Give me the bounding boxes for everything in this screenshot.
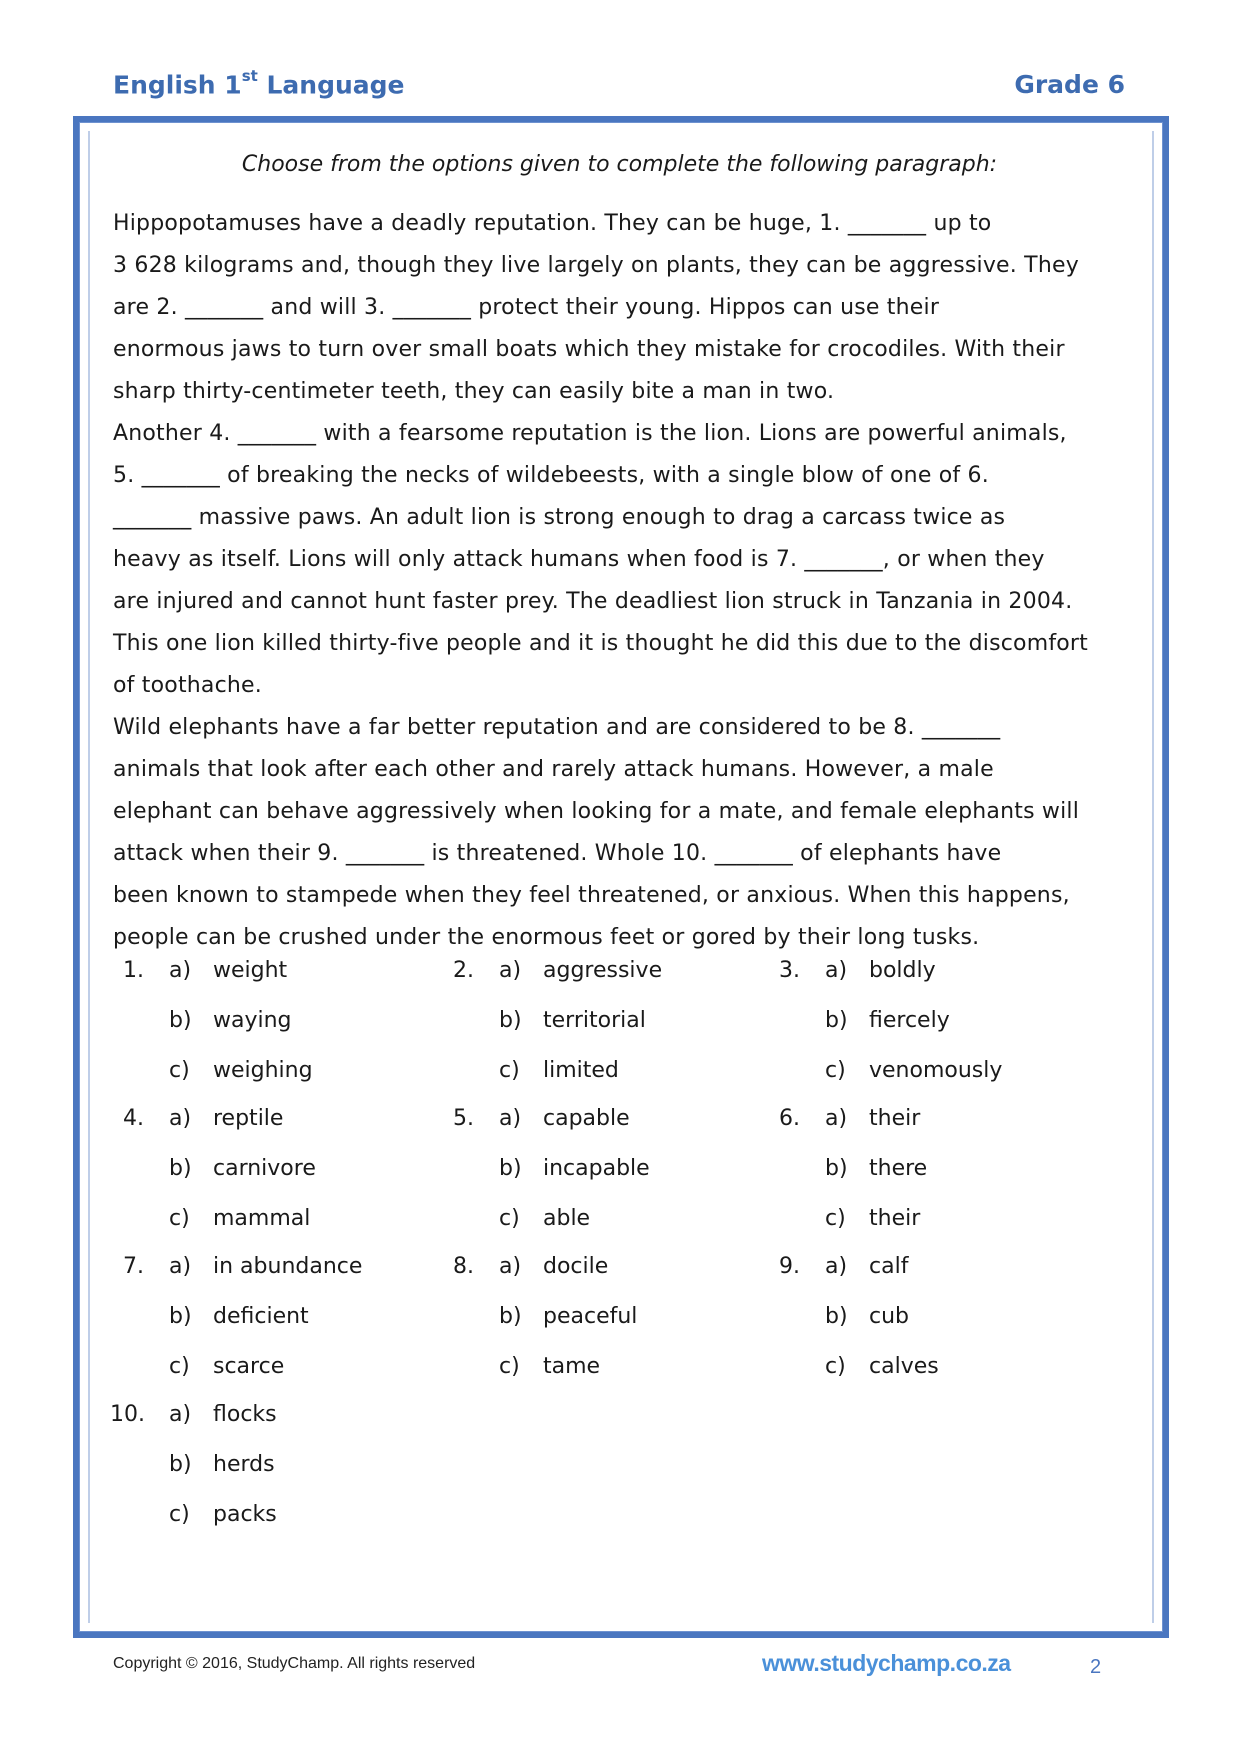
option-text[interactable]: able [543, 1206, 591, 1231]
option-letter: c) [169, 1058, 190, 1083]
option-letter: c) [825, 1058, 846, 1083]
option-letter: c) [499, 1354, 520, 1379]
option-text[interactable]: aggressive [543, 958, 663, 983]
passage-line: are 2. _______ and will 3. _______ protect their young. Hippos can use their [113, 295, 940, 320]
option-letter: a) [169, 958, 192, 983]
passage-line: 5. _______ of breaking the necks of wildebeests, with a single blow of one of 6. [113, 463, 989, 488]
passage-line: attack when their 9. _______ is threatened. Whole 10. _______ of elephants have [113, 841, 1002, 866]
option-text[interactable]: cub [869, 1304, 910, 1329]
passage-line: 3 628 kilograms and, though they live largely on plants, they can be aggressive. They [113, 253, 1079, 278]
passage-line: Wild elephants have a far better reputation and are considered to be 8. _______ [113, 715, 1001, 740]
option-letter: b) [499, 1008, 522, 1033]
option-letter: c) [169, 1502, 190, 1527]
passage-line: Hippopotamuses have a deadly reputation. They can be huge, 1. _______ up to [113, 211, 992, 236]
option-text[interactable]: in abundance [213, 1254, 363, 1279]
option-text[interactable]: venomously [869, 1058, 1003, 1083]
passage-line: elephant can behave aggressively when looking for a mate, and female elephants will [113, 799, 1080, 824]
option-text[interactable]: flocks [213, 1402, 277, 1427]
option-text[interactable]: mammal [213, 1206, 311, 1231]
website-link[interactable]: www.studychamp.co.za [762, 1650, 1011, 1676]
passage-line: enormous jaws to turn over small boats which they mistake for crocodiles. With their [113, 337, 1065, 362]
option-text[interactable]: carnivore [213, 1156, 316, 1181]
page-header [113, 67, 1125, 110]
subject-title-main: English 1 [113, 70, 242, 100]
option-letter: c) [499, 1206, 520, 1231]
passage-line: of toothache. [113, 673, 262, 698]
option-text[interactable]: there [869, 1156, 928, 1181]
option-letter: b) [825, 1008, 848, 1033]
passage-line: Another 4. _______ with a fearsome reputation is the lion. Lions are powerful animals, [113, 421, 1067, 446]
option-letter: a) [825, 1254, 848, 1279]
option-letter: c) [169, 1354, 190, 1379]
passage-line: _______ massive paws. An adult lion is strong enough to drag a carcass twice as [113, 505, 1006, 530]
subject-title-suffix: Language [257, 70, 405, 100]
option-text[interactable]: herds [213, 1452, 275, 1477]
option-text[interactable]: tame [543, 1354, 601, 1379]
option-letter: b) [499, 1304, 522, 1329]
option-text[interactable]: weight [213, 958, 288, 983]
option-text[interactable]: deficient [213, 1304, 309, 1329]
question-number: 7. [123, 1254, 144, 1279]
option-letter: b) [499, 1156, 522, 1181]
option-letter: c) [825, 1206, 846, 1231]
passage-line: sharp thirty-centimeter teeth, they can easily bite a man in two. [113, 379, 835, 404]
reading-passage [113, 203, 1133, 959]
subject-title-sup: st [241, 67, 258, 85]
option-text[interactable]: waying [213, 1008, 292, 1033]
option-text[interactable]: calf [869, 1254, 909, 1279]
option-letter: a) [499, 1254, 522, 1279]
option-text[interactable]: peaceful [543, 1304, 638, 1329]
option-text[interactable]: limited [543, 1058, 619, 1083]
option-text[interactable]: incapable [543, 1156, 650, 1181]
passage-line: This one lion killed thirty-five people and it is thought he did this due to the discomfort [113, 631, 1089, 656]
question-number: 3. [779, 958, 800, 983]
option-letter: b) [825, 1156, 848, 1181]
option-letter: b) [169, 1008, 192, 1033]
question-number: 10. [110, 1402, 145, 1427]
passage-line: animals that look after each other and rarely attack humans. However, a male [113, 757, 994, 782]
option-letter: b) [169, 1156, 192, 1181]
question-number: 9. [779, 1254, 800, 1279]
option-letter: a) [169, 1106, 192, 1131]
option-text[interactable]: their [869, 1106, 921, 1131]
copyright-text: Copyright © 2016, StudyChamp. All rights reserved [113, 1655, 476, 1672]
question-number: 5. [453, 1106, 474, 1131]
passage-line: are injured and cannot hunt faster prey. The deadliest lion struck in Tanzania in 2004. [113, 589, 1073, 614]
question-number: 1. [123, 958, 144, 983]
question-number: 2. [453, 958, 474, 983]
option-letter: a) [499, 958, 522, 983]
option-text[interactable]: fiercely [869, 1008, 950, 1033]
option-letter: a) [825, 1106, 848, 1131]
option-text[interactable]: packs [213, 1502, 277, 1527]
passage-line: people can be crushed under the enormous feet or gored by their long tusks. [113, 925, 980, 950]
option-letter: c) [825, 1354, 846, 1379]
passage-line: heavy as itself. Lions will only attack humans when food is 7. _______, or when they [113, 547, 1045, 572]
instruction-text: Choose from the options given to complete the following paragraph: [241, 152, 998, 177]
option-letter: b) [825, 1304, 848, 1329]
option-text[interactable]: docile [543, 1254, 609, 1279]
option-text[interactable]: weighing [213, 1058, 313, 1083]
option-letter: b) [169, 1304, 192, 1329]
question-number: 4. [123, 1106, 144, 1131]
option-letter: a) [169, 1254, 192, 1279]
page-number: 2 [1090, 1656, 1102, 1678]
option-letter: c) [169, 1206, 190, 1231]
passage-line: been known to stampede when they feel threatened, or anxious. When this happens, [113, 883, 1070, 908]
option-text[interactable]: territorial [543, 1008, 646, 1033]
option-text[interactable]: reptile [213, 1106, 284, 1131]
option-text[interactable]: scarce [213, 1354, 285, 1379]
option-text[interactable]: boldly [869, 958, 936, 983]
option-letter: a) [825, 958, 848, 983]
option-text[interactable]: their [869, 1206, 921, 1231]
option-letter: a) [169, 1402, 192, 1427]
option-text[interactable]: calves [869, 1354, 939, 1379]
option-text[interactable]: capable [543, 1106, 630, 1131]
question-number: 8. [453, 1254, 474, 1279]
option-letter: b) [169, 1452, 192, 1477]
subject-title [113, 67, 405, 100]
option-letter: c) [499, 1058, 520, 1083]
option-letter: a) [499, 1106, 522, 1131]
grade-label: Grade 6 [1014, 70, 1125, 99]
question-number: 6. [779, 1106, 800, 1131]
